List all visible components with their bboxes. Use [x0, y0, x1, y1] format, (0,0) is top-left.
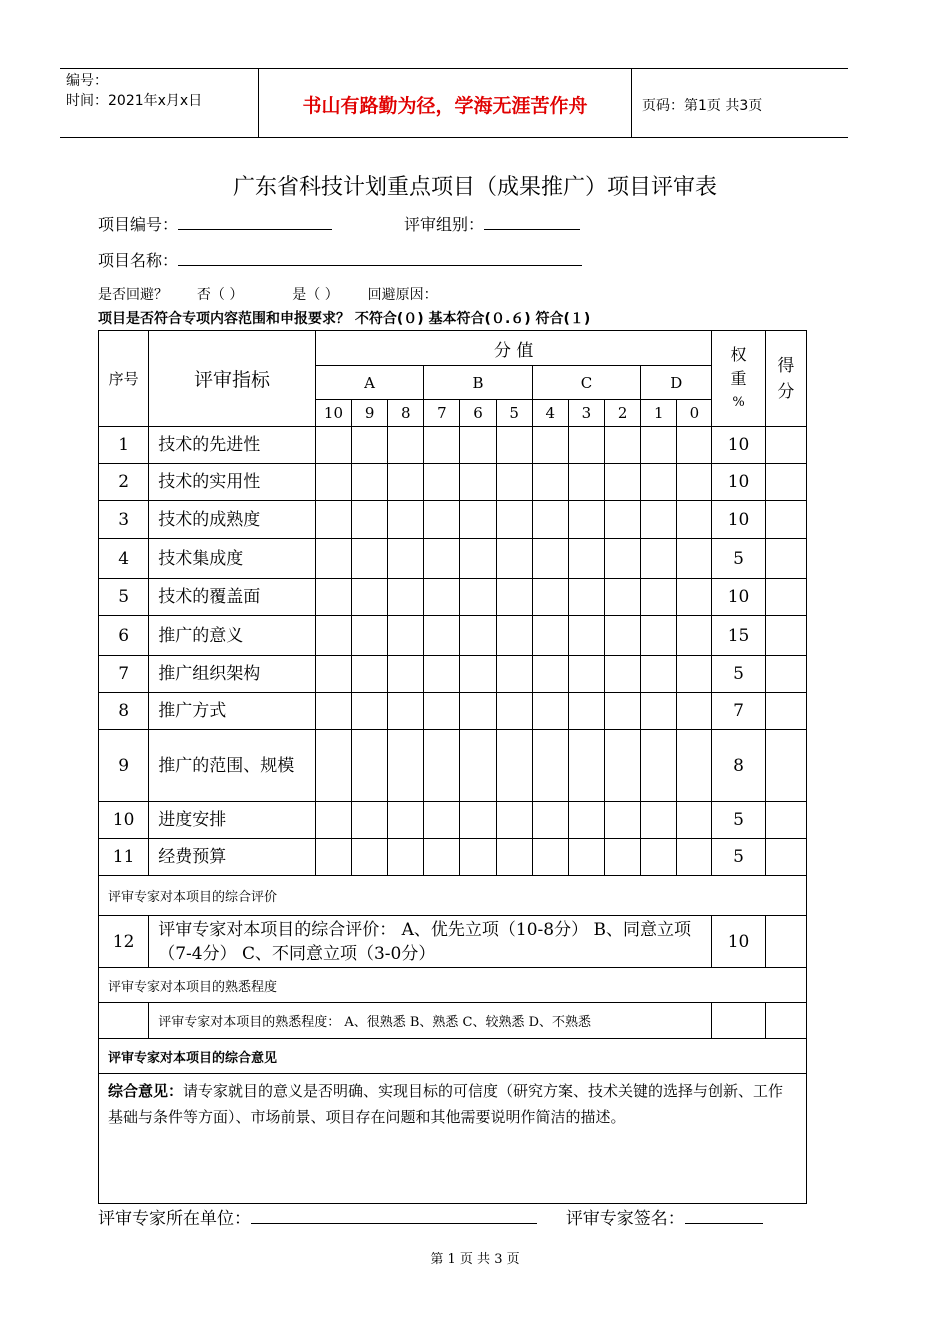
- table-row: [99, 501, 807, 539]
- score-cell[interactable]: [605, 616, 641, 656]
- table-row: [99, 802, 807, 839]
- row-got-cell[interactable]: [765, 579, 806, 616]
- score-cell[interactable]: [388, 616, 424, 656]
- row-weight: 10: [712, 579, 765, 616]
- form-title: 广东省科技计划重点项目（成果推广）项目评审表: [232, 175, 717, 200]
- score-cell[interactable]: [388, 802, 424, 839]
- row-no: 2: [99, 464, 149, 501]
- score-cell[interactable]: [605, 802, 641, 839]
- score-cell[interactable]: [352, 802, 388, 839]
- score-cell[interactable]: [424, 501, 460, 539]
- row-weight: 10: [712, 427, 765, 464]
- row-indicator: 技术的覆盖面: [149, 579, 316, 616]
- familiar-score-cell[interactable]: [765, 1003, 806, 1039]
- table-row: [99, 693, 807, 730]
- score-cell[interactable]: [424, 730, 460, 802]
- score-cell[interactable]: [568, 839, 604, 876]
- score-cell[interactable]: [677, 501, 712, 539]
- score-cell[interactable]: [460, 802, 496, 839]
- sign-field[interactable]: [685, 1207, 763, 1224]
- project-name-row: [98, 248, 582, 271]
- score-cell[interactable]: [532, 579, 568, 616]
- score-cell[interactable]: [424, 839, 460, 876]
- number-label: 编号：: [66, 73, 108, 89]
- point-header: 10: [315, 400, 351, 427]
- header-weight: 权 重 %: [712, 331, 765, 427]
- score-cell[interactable]: [424, 693, 460, 730]
- score-cell[interactable]: [352, 464, 388, 501]
- score-cell[interactable]: [605, 579, 641, 616]
- score-cell[interactable]: [315, 501, 351, 539]
- header-seq: 序号: [99, 331, 149, 427]
- opinion-text: 请专家就目的意义是否明确、实现目标的可信度（研究方案、技术关键的选择与创新、工作基础与条件等方面）、市场前景、项目存在问题和其他需要说明作简洁的描述。: [108, 1082, 784, 1126]
- score-cell[interactable]: [352, 501, 388, 539]
- point-header: 7: [424, 400, 460, 427]
- sign-label: 评审专家签名：: [565, 1209, 685, 1229]
- score-cell[interactable]: [532, 427, 568, 464]
- score-cell[interactable]: [568, 616, 604, 656]
- score-cell[interactable]: [641, 693, 677, 730]
- score-cell[interactable]: [532, 730, 568, 802]
- score-cell[interactable]: [315, 802, 351, 839]
- row-indicator: 技术的实用性: [149, 464, 316, 501]
- grade-b: B: [424, 366, 532, 400]
- score-cell[interactable]: [677, 730, 712, 802]
- score-cell[interactable]: [388, 693, 424, 730]
- avoid-no-option[interactable]: 否（ ）: [196, 287, 244, 303]
- row-weight: 5: [712, 802, 765, 839]
- overall-section: 评审专家对本项目的综合评价: [99, 876, 807, 916]
- opinion-section: 评审专家对本项目的综合意见: [99, 1039, 807, 1074]
- score-cell[interactable]: [605, 501, 641, 539]
- score-cell[interactable]: [641, 539, 677, 579]
- page-header: [60, 68, 848, 138]
- score-cell[interactable]: [388, 539, 424, 579]
- row-no: 3: [99, 501, 149, 539]
- table-row: [99, 656, 807, 693]
- score-cell[interactable]: [605, 464, 641, 501]
- score-cell[interactable]: [460, 656, 496, 693]
- row-got-cell[interactable]: [765, 730, 806, 802]
- score-cell[interactable]: [315, 616, 351, 656]
- score-cell[interactable]: [424, 579, 460, 616]
- table-row: [99, 427, 807, 464]
- score-cell[interactable]: [315, 656, 351, 693]
- row-got-cell[interactable]: [765, 693, 806, 730]
- row-got-cell[interactable]: [765, 501, 806, 539]
- header-score: 分 值: [315, 331, 712, 366]
- score-cell[interactable]: [315, 539, 351, 579]
- point-header: 4: [532, 400, 568, 427]
- score-cell[interactable]: [424, 427, 460, 464]
- score-cell[interactable]: [388, 501, 424, 539]
- score-cell[interactable]: [352, 730, 388, 802]
- table-row: [99, 579, 807, 616]
- score-cell[interactable]: [568, 693, 604, 730]
- row-got-cell[interactable]: [765, 427, 806, 464]
- row-indicator: 推广组织架构: [149, 656, 316, 693]
- signature-row: [98, 1204, 763, 1229]
- score-cell[interactable]: [460, 427, 496, 464]
- row12-no: 12: [99, 916, 149, 968]
- score-cell[interactable]: [460, 839, 496, 876]
- score-cell[interactable]: [532, 464, 568, 501]
- row-got-cell[interactable]: [765, 839, 806, 876]
- score-cell[interactable]: [532, 839, 568, 876]
- header-page-label: 页码：第1页 共3页: [642, 98, 763, 114]
- score-cell[interactable]: [388, 579, 424, 616]
- project-no-field[interactable]: [178, 213, 332, 230]
- score-cell[interactable]: [496, 616, 532, 656]
- table-row: [99, 539, 807, 579]
- score-cell[interactable]: [388, 839, 424, 876]
- compliance-row: 项目是否符合专项内容范围和申报要求？ 不符合(０) 基本符合(０.６) 符合(１): [98, 311, 591, 327]
- score-cell[interactable]: [424, 464, 460, 501]
- row-no: 9: [99, 730, 149, 802]
- score-cell[interactable]: [532, 693, 568, 730]
- score-cell[interactable]: [605, 427, 641, 464]
- score-cell[interactable]: [641, 839, 677, 876]
- project-name-label: 项目名称：: [98, 251, 179, 270]
- row-indicator: 技术的成熟度: [149, 501, 316, 539]
- score-cell[interactable]: [388, 427, 424, 464]
- score-cell[interactable]: [460, 464, 496, 501]
- row-weight: 10: [712, 464, 765, 501]
- row-no: 4: [99, 539, 149, 579]
- header-got: 得分: [765, 331, 806, 427]
- row-indicator: 经费预算: [149, 839, 316, 876]
- row-no: 7: [99, 656, 149, 693]
- score-cell[interactable]: [605, 730, 641, 802]
- score-cell[interactable]: [677, 427, 712, 464]
- score-cell[interactable]: [532, 501, 568, 539]
- score-cell[interactable]: [641, 427, 677, 464]
- score-cell[interactable]: [568, 730, 604, 802]
- score-cell[interactable]: [315, 427, 351, 464]
- score-cell[interactable]: [352, 616, 388, 656]
- project-name-field[interactable]: [178, 249, 582, 266]
- score-cell[interactable]: [496, 802, 532, 839]
- score-cell[interactable]: [641, 656, 677, 693]
- avoid-row: [98, 284, 438, 304]
- point-header: 5: [496, 400, 532, 427]
- score-cell[interactable]: [460, 616, 496, 656]
- score-cell[interactable]: [352, 839, 388, 876]
- avoid-question: 是否回避？: [98, 287, 168, 303]
- table-row: [99, 730, 807, 802]
- page-footer: 第 1 页 共 3 页: [430, 1252, 520, 1267]
- table-row: [99, 464, 807, 501]
- row12-score-cell[interactable]: [765, 916, 806, 968]
- score-cell[interactable]: [641, 802, 677, 839]
- score-cell[interactable]: [315, 579, 351, 616]
- score-cell[interactable]: [641, 616, 677, 656]
- score-cell[interactable]: [605, 656, 641, 693]
- row-indicator: 技术的先进性: [149, 427, 316, 464]
- group-label: 评审组别：: [404, 215, 485, 234]
- score-cell[interactable]: [496, 579, 532, 616]
- score-cell[interactable]: [496, 656, 532, 693]
- score-cell[interactable]: [352, 656, 388, 693]
- score-cell[interactable]: [677, 839, 712, 876]
- row12-text: 评审专家对本项目的综合评价： A、优先立项（10-8分） B、同意立项（7-4分） C、不同意立项（3-0分）: [149, 916, 712, 968]
- score-cell[interactable]: [568, 539, 604, 579]
- row-weight: 5: [712, 839, 765, 876]
- score-cell[interactable]: [532, 656, 568, 693]
- score-cell[interactable]: [315, 839, 351, 876]
- row-weight: 8: [712, 730, 765, 802]
- score-cell[interactable]: [568, 427, 604, 464]
- score-cell[interactable]: [496, 730, 532, 802]
- score-cell[interactable]: [677, 656, 712, 693]
- score-cell[interactable]: [496, 501, 532, 539]
- group-field[interactable]: [484, 213, 580, 230]
- score-cell[interactable]: [388, 464, 424, 501]
- score-cell[interactable]: [388, 656, 424, 693]
- score-cell[interactable]: [424, 656, 460, 693]
- score-cell[interactable]: [605, 539, 641, 579]
- score-cell[interactable]: [677, 539, 712, 579]
- score-cell[interactable]: [677, 579, 712, 616]
- score-cell[interactable]: [641, 730, 677, 802]
- header-meta: [66, 71, 202, 111]
- score-cell[interactable]: [532, 539, 568, 579]
- score-cell[interactable]: [352, 579, 388, 616]
- table-row: [99, 616, 807, 656]
- row-no: 5: [99, 579, 149, 616]
- table-row: [99, 839, 807, 876]
- row-indicator: 推广方式: [149, 693, 316, 730]
- point-header: 8: [388, 400, 424, 427]
- row12-weight: 10: [712, 916, 765, 968]
- score-cell[interactable]: [352, 693, 388, 730]
- familiar-text: 评审专家对本项目的熟悉程度： A、很熟悉 B、熟悉 C、较熟悉 D、不熟悉: [149, 1003, 712, 1039]
- point-header: 1: [641, 400, 677, 427]
- score-cell[interactable]: [315, 693, 351, 730]
- opinion-label: 综合意见：: [108, 1082, 184, 1100]
- row-got-cell[interactable]: [765, 539, 806, 579]
- score-cell[interactable]: [532, 802, 568, 839]
- score-cell[interactable]: [677, 693, 712, 730]
- review-table: [98, 330, 807, 1204]
- score-cell[interactable]: [568, 656, 604, 693]
- row-got-cell[interactable]: [765, 802, 806, 839]
- unit-field[interactable]: [251, 1207, 537, 1224]
- score-cell[interactable]: [605, 693, 641, 730]
- avoid-yes-option[interactable]: 是（ ）: [292, 287, 339, 303]
- header-indicator: 评审指标: [149, 331, 316, 427]
- score-cell[interactable]: [677, 464, 712, 501]
- score-cell[interactable]: [605, 839, 641, 876]
- row-indicator: 技术集成度: [149, 539, 316, 579]
- project-no-row: [98, 212, 332, 235]
- score-cell[interactable]: [424, 616, 460, 656]
- row-weight: 15: [712, 616, 765, 656]
- score-cell[interactable]: [641, 501, 677, 539]
- grade-d: D: [641, 366, 712, 400]
- row-no: 10: [99, 802, 149, 839]
- score-cell[interactable]: [641, 464, 677, 501]
- time-label: 时间：2021年x月x日: [66, 93, 203, 109]
- row-got-cell[interactable]: [765, 464, 806, 501]
- point-header: 2: [605, 400, 641, 427]
- score-cell[interactable]: [460, 730, 496, 802]
- group-row: [404, 212, 580, 235]
- row-weight: 5: [712, 656, 765, 693]
- score-cell[interactable]: [352, 427, 388, 464]
- score-cell[interactable]: [568, 464, 604, 501]
- score-cell[interactable]: [496, 427, 532, 464]
- score-cell[interactable]: [460, 501, 496, 539]
- row-no: 8: [99, 693, 149, 730]
- row-indicator: 进度安排: [149, 802, 316, 839]
- score-cell[interactable]: [460, 579, 496, 616]
- row-weight: 7: [712, 693, 765, 730]
- avoid-reason-label: 回避原因：: [367, 287, 438, 303]
- score-cell[interactable]: [532, 616, 568, 656]
- row-no: 6: [99, 616, 149, 656]
- unit-label: 评审专家所在单位：: [98, 1209, 251, 1229]
- score-cell[interactable]: [496, 464, 532, 501]
- score-cell[interactable]: [568, 501, 604, 539]
- row-got-cell[interactable]: [765, 656, 806, 693]
- score-cell[interactable]: [315, 464, 351, 501]
- project-no-label: 项目编号：: [98, 215, 179, 234]
- row-weight: 10: [712, 501, 765, 539]
- score-cell[interactable]: [496, 539, 532, 579]
- score-cell[interactable]: [496, 693, 532, 730]
- row-got-cell[interactable]: [765, 616, 806, 656]
- score-cell[interactable]: [460, 539, 496, 579]
- point-header: 6: [460, 400, 496, 427]
- score-cell[interactable]: [568, 802, 604, 839]
- point-header: 9: [352, 400, 388, 427]
- score-cell[interactable]: [677, 802, 712, 839]
- score-cell[interactable]: [568, 579, 604, 616]
- familiar-weight-cell[interactable]: [712, 1003, 765, 1039]
- row-indicator: 推广的范围、规模: [149, 730, 316, 802]
- score-cell[interactable]: [315, 730, 351, 802]
- row-indicator: 推广的意义: [149, 616, 316, 656]
- point-header: 0: [677, 400, 712, 427]
- familiar-section: 评审专家对本项目的熟悉程度: [99, 968, 807, 1003]
- grade-c: C: [532, 366, 640, 400]
- point-header: 3: [568, 400, 604, 427]
- row-no: 1: [99, 427, 149, 464]
- score-cell[interactable]: [388, 730, 424, 802]
- score-cell[interactable]: [677, 616, 712, 656]
- row-weight: 5: [712, 539, 765, 579]
- grade-a: A: [315, 366, 423, 400]
- score-cell[interactable]: [641, 579, 677, 616]
- opinion-cell[interactable]: [99, 1074, 807, 1204]
- row-no: 11: [99, 839, 149, 876]
- score-cell[interactable]: [460, 693, 496, 730]
- score-cell[interactable]: [424, 802, 460, 839]
- score-cell[interactable]: [352, 539, 388, 579]
- score-cell[interactable]: [424, 539, 460, 579]
- header-motto: 书山有路勤为径，学海无涯苦作舟: [302, 95, 588, 117]
- score-cell[interactable]: [496, 839, 532, 876]
